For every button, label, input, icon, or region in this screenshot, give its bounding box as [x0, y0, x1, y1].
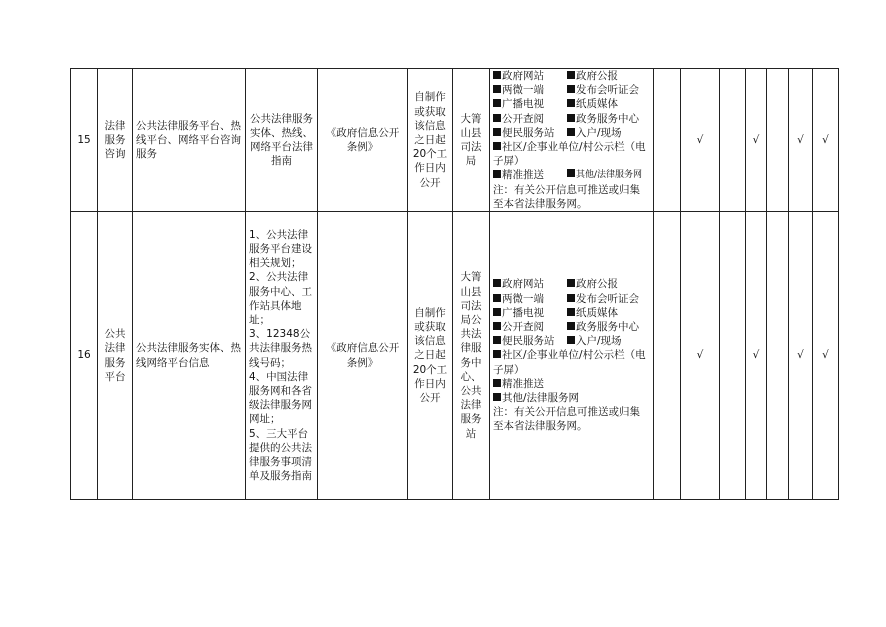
tick-cell: √ [681, 212, 720, 500]
checkbox-square-icon [493, 170, 501, 178]
tick-cell: √ [746, 69, 767, 212]
law-basis: 《政府信息公开条例》 [318, 212, 408, 500]
basis-cell [246, 69, 318, 212]
channel-community: 社区/企事业单位/村公示栏（电子屏） [493, 141, 646, 168]
channel-pair: 两微一端 发布会听证会 [493, 83, 650, 97]
tick-cell: √ [789, 69, 813, 212]
checkbox-square-icon [567, 294, 575, 302]
checkbox-square-icon [493, 322, 501, 330]
channel-pair: 精准推送 其他/法律服务网 [493, 168, 650, 182]
channel-pair: 广播电视 纸质媒体 [493, 97, 650, 111]
basis-item: 5、三大平台提供的公共法律服务事项清单及服务指南 [249, 427, 312, 483]
checkbox-square-icon [493, 393, 501, 401]
tick-cell: √ [746, 212, 767, 500]
tick-cell [767, 212, 789, 500]
item-name: 法律服务咨询 [98, 69, 133, 212]
disclosure-table [70, 68, 839, 500]
item-name: 公共法律服务平台 [98, 212, 133, 500]
law-basis: 《政府信息公开条例》 [318, 69, 408, 212]
basis-item: 公共法律服务实体、热线、网络平台法律指南 [250, 112, 313, 168]
channel-precise: 精准推送 [493, 377, 650, 391]
channel-pair: 政府网站 政府公报 [493, 277, 650, 291]
item-content: 公共法律服务平台、热线平台、网络平台咨询服务 [133, 69, 246, 212]
tick-cell: √ [813, 69, 839, 212]
channel-pair: 公开查阅 政务服务中心 [493, 112, 650, 126]
basis-item: 4、中国法律服务网和各省级法律服务网网址； [249, 370, 312, 426]
channel-pair: 便民服务站 入户/现场 [493, 334, 650, 348]
checkbox-square-icon [493, 99, 501, 107]
disclosure-subject: 大箐山县司法局公共法律服务中心、公共法律服务站 [453, 212, 490, 500]
channels-cell [490, 69, 654, 212]
checkbox-square-icon [493, 308, 501, 316]
table-row [71, 69, 839, 212]
item-content: 公共法律服务实体、热线网络平台信息 [133, 212, 246, 500]
channel-pair: 便民服务站 入户/现场 [493, 126, 650, 140]
checkbox-square-icon [493, 142, 501, 150]
tick-cell [720, 212, 746, 500]
tick-cell [720, 69, 746, 212]
checkbox-square-icon [493, 336, 501, 344]
channel-pair: 政府网站 政府公报 [493, 69, 650, 83]
checkbox-square-icon [567, 71, 575, 79]
checkbox-square-icon [493, 128, 501, 136]
checkbox-square-icon [567, 85, 575, 93]
tick-cell [767, 69, 789, 212]
basis-item: 1、公共法律服务平台建设相关规划； [249, 228, 312, 270]
time-limit: 自制作或获取该信息之日起20个工作日内公开 [408, 69, 453, 212]
checkbox-square-icon [493, 294, 501, 302]
tick-cell: √ [789, 212, 813, 500]
basis-cell [246, 212, 318, 500]
checkbox-square-icon [493, 350, 501, 358]
checkbox-square-icon [493, 85, 501, 93]
row-number: 16 [71, 212, 98, 500]
tick-cell: √ [813, 212, 839, 500]
checkbox-square-icon [493, 114, 501, 122]
checkbox-square-icon [567, 308, 575, 316]
channels-cell [490, 212, 654, 500]
basis-item: 3、12348公共法律服务热线号码； [249, 328, 312, 369]
tick-cell: √ [681, 69, 720, 212]
checkbox-square-icon [493, 71, 501, 79]
checkbox-square-icon [567, 279, 575, 287]
tick-cell [654, 212, 681, 500]
checkbox-square-icon [493, 379, 501, 387]
disclosure-subject: 大箐山县司法局 [453, 69, 490, 212]
checkbox-square-icon [567, 336, 575, 344]
checkbox-square-icon [493, 279, 501, 287]
channel-pair: 公开查阅 政务服务中心 [493, 320, 650, 334]
channel-note: 注：有关公开信息可推送或归集至本省法律服务网。 [493, 183, 640, 210]
table-row [71, 212, 839, 500]
channel-other: 其他/法律服务网 [493, 391, 650, 405]
checkbox-square-icon [567, 114, 575, 122]
tick-cell [654, 69, 681, 212]
channel-pair: 两微一端 发布会听证会 [493, 292, 650, 306]
checkbox-square-icon [567, 322, 575, 330]
row-number: 15 [71, 69, 98, 212]
channel-community: 社区/企事业单位/村公示栏（电子屏） [493, 349, 646, 376]
checkbox-square-icon [567, 128, 575, 136]
checkbox-square-icon [567, 99, 575, 107]
channel-note: 注：有关公开信息可推送或归集至本省法律服务网。 [493, 406, 640, 433]
checkbox-square-icon [567, 169, 575, 177]
basis-item: 2、公共法律服务中心、工作站具体地址； [249, 271, 312, 326]
time-limit: 自制作或获取该信息之日起20个工作日内公开 [408, 212, 453, 500]
channel-pair: 广播电视 纸质媒体 [493, 306, 650, 320]
